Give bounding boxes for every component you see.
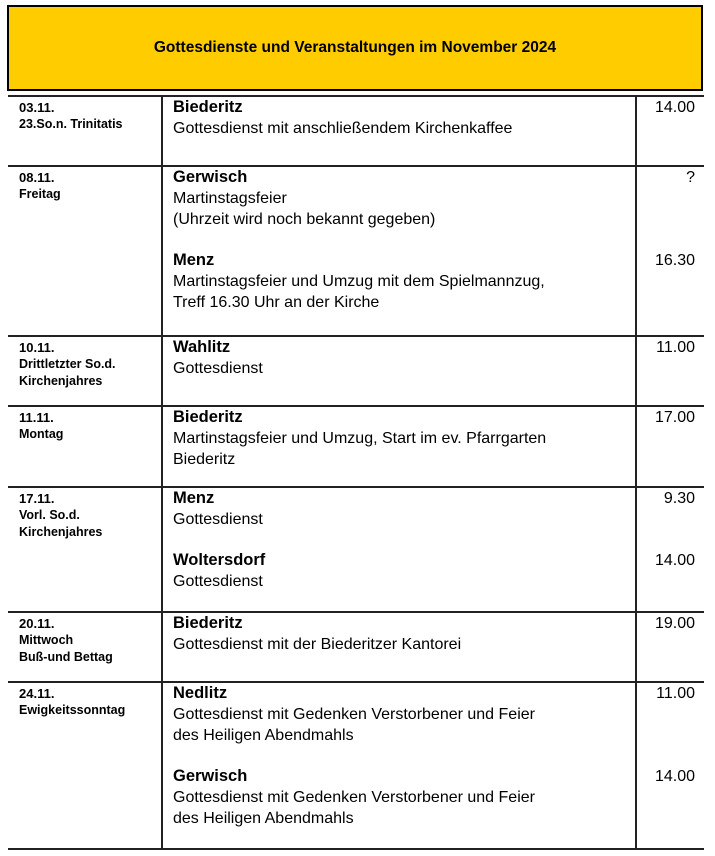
- time-block: [637, 766, 695, 829]
- date-label: 24.11.: [19, 686, 55, 701]
- event-description: des Heiligen Abendmahls: [173, 810, 354, 827]
- event-block: [173, 250, 627, 313]
- event-time: ?: [686, 169, 695, 186]
- date-label: 10.11.: [19, 340, 55, 355]
- times-cell: [636, 96, 704, 166]
- events-cell: [162, 612, 636, 682]
- events-cell: [162, 96, 636, 166]
- table-row: [8, 96, 704, 166]
- events-cell: [162, 336, 636, 406]
- date-cell: [8, 166, 162, 336]
- date-cell: [8, 336, 162, 406]
- event-place: Biederitz: [173, 408, 243, 426]
- day-label: 23.So.n. Trinitatis: [19, 117, 123, 131]
- event-description: Gottesdienst: [173, 360, 263, 377]
- date-label: 17.11.: [19, 491, 55, 506]
- day-label: Freitag: [19, 187, 61, 201]
- times-cell: [636, 166, 704, 336]
- times-cell: [636, 406, 704, 487]
- time-block: [637, 337, 695, 379]
- event-description: Gottesdienst mit Gedenken Verstorbener und Feier: [173, 706, 535, 723]
- day-label: Vorl. So.d. Kirchenjahres: [19, 508, 103, 539]
- date-cell: [8, 487, 162, 612]
- event-description: Gottesdienst mit der Biederitzer Kantorei: [173, 636, 462, 653]
- event-place: Gerwisch: [173, 168, 248, 186]
- event-description: Martinstagsfeier: [173, 190, 287, 207]
- event-description: (Uhrzeit wird noch bekannt gegeben): [173, 211, 436, 228]
- events-cell: [162, 166, 636, 336]
- table-row: [8, 336, 704, 406]
- events-cell: [162, 406, 636, 487]
- times-cell: [636, 612, 704, 682]
- event-place: Nedlitz: [173, 684, 228, 702]
- day-label: Ewigkeitssonntag: [19, 703, 126, 717]
- event-place: Wahlitz: [173, 338, 231, 356]
- times-cell: [636, 336, 704, 406]
- event-time: 16.30: [654, 252, 695, 269]
- day-label: Drittletzter So.d. Kirchenjahres: [19, 357, 116, 388]
- event-description: Treff 16.30 Uhr an der Kirche: [173, 294, 380, 311]
- date-label: 20.11.: [19, 616, 55, 631]
- date-label: 03.11.: [19, 100, 55, 115]
- event-place: Menz: [173, 489, 215, 507]
- date-cell: [8, 612, 162, 682]
- table-row: [8, 487, 704, 612]
- event-place: Gerwisch: [173, 767, 248, 785]
- date-cell: [8, 96, 162, 166]
- event-time: 17.00: [654, 409, 695, 426]
- date-label: 11.11.: [19, 410, 54, 425]
- event-time: 14.00: [654, 768, 695, 785]
- event-description: Biederitz: [173, 451, 236, 468]
- date-label: 08.11.: [19, 170, 55, 185]
- event-block: [173, 488, 627, 530]
- time-block: [637, 683, 695, 746]
- event-time: 14.00: [654, 99, 695, 116]
- event-description: Martinstagsfeier und Umzug, Start im ev. Pfarrgarten: [173, 430, 547, 447]
- times-cell: [636, 682, 704, 849]
- day-label: Mittwoch Buß-und Bettag: [19, 633, 113, 664]
- event-description: Gottesdienst mit anschließendem Kirchenkaffee: [173, 120, 513, 137]
- event-place: Woltersdorf: [173, 551, 266, 569]
- table-row: [8, 166, 704, 336]
- event-time: 11.00: [656, 685, 695, 702]
- table-row: [8, 612, 704, 682]
- event-block: [173, 550, 627, 592]
- time-block: [637, 550, 695, 592]
- event-description: Martinstagsfeier und Umzug mit dem Spielmannzug,: [173, 273, 545, 290]
- event-place: Menz: [173, 251, 215, 269]
- event-place: Biederitz: [173, 614, 243, 632]
- event-time: 14.00: [654, 552, 695, 569]
- event-block: [173, 766, 627, 829]
- date-cell: [8, 682, 162, 849]
- event-description: Gottesdienst mit Gedenken Verstorbener und Feier: [173, 789, 535, 806]
- event-place: Biederitz: [173, 98, 243, 116]
- event-description: Gottesdienst: [173, 573, 263, 590]
- table-row: [8, 406, 704, 487]
- time-block: [637, 167, 695, 230]
- event-block: [173, 337, 627, 379]
- time-block: [637, 250, 695, 313]
- event-block: [173, 683, 627, 746]
- event-block: [173, 407, 627, 470]
- schedule-table: [8, 95, 704, 850]
- event-time: 9.30: [663, 490, 695, 507]
- event-block: [173, 97, 627, 139]
- events-cell: [162, 487, 636, 612]
- time-block: [637, 613, 695, 655]
- event-block: [173, 613, 627, 655]
- event-block: [173, 167, 627, 230]
- event-time: 11.00: [656, 339, 695, 356]
- event-time: 19.00: [654, 615, 695, 632]
- events-cell: [162, 682, 636, 849]
- times-cell: [636, 487, 704, 612]
- day-label: Montag: [19, 427, 64, 441]
- table-row: [8, 682, 704, 849]
- event-description: Gottesdienst: [173, 511, 263, 528]
- time-block: [637, 488, 695, 530]
- date-cell: [8, 406, 162, 487]
- page-title: Gottesdienste und Veranstaltungen im November 2024: [7, 5, 703, 91]
- event-description: des Heiligen Abendmahls: [173, 727, 354, 744]
- time-block: [637, 97, 695, 139]
- time-block: [637, 407, 695, 470]
